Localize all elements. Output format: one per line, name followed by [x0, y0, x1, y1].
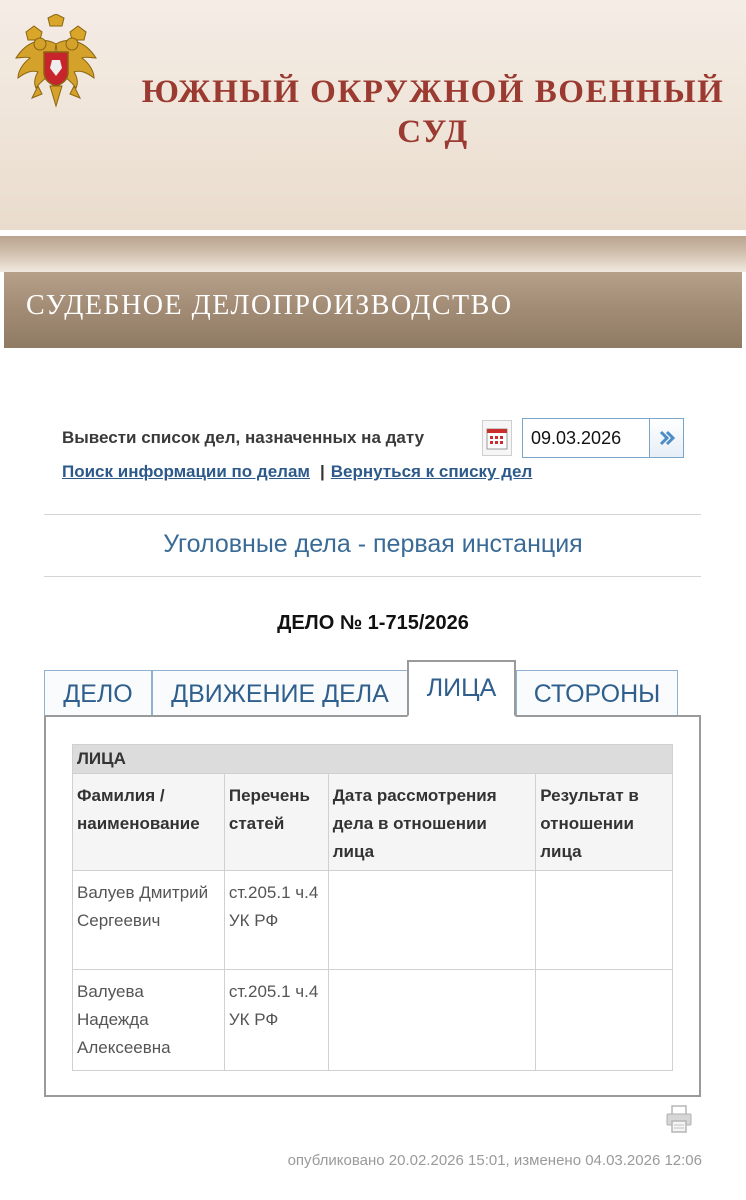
tab-case[interactable]: ДЕЛО: [44, 670, 152, 717]
person-date: [328, 871, 535, 970]
coat-of-arms-icon: [12, 14, 100, 110]
show-list-button[interactable]: [650, 418, 684, 458]
calendar-icon: [486, 426, 508, 450]
nav-links: [62, 462, 532, 482]
back-to-list-link[interactable]: Вернуться к списку дел: [330, 462, 533, 481]
double-chevron-right-icon: [657, 428, 677, 448]
persons-table: [72, 744, 673, 1071]
person-name: Валуев Дмитрий Сергеевич: [73, 871, 225, 970]
tab-case-movement[interactable]: ДВИЖЕНИЕ ДЕЛА: [152, 670, 408, 717]
printer-icon[interactable]: [664, 1104, 694, 1134]
date-input[interactable]: [522, 418, 650, 458]
person-articles: ст.205.1 ч.4 УК РФ: [224, 871, 328, 970]
header-gradient-band: [0, 236, 746, 272]
section-bar-edge-right: [742, 272, 746, 348]
column-header-name: Фамилия / наименование: [73, 774, 225, 871]
column-header-date: Дата рассмотрения дела в отношении лица: [328, 774, 535, 871]
column-header-articles: Перечень статей: [224, 774, 328, 871]
section-bar-edge-left: [0, 272, 4, 348]
table-row: [73, 970, 673, 1071]
date-filter-label: Вывести список дел, назначенных на дату: [62, 428, 425, 447]
divider-top: [44, 514, 701, 515]
publish-info: опубликовано 20.02.2026 15:01, изменено 04.03.2026 12:06: [287, 1152, 702, 1169]
tab-persons[interactable]: ЛИЦА: [407, 660, 516, 717]
court-title: [120, 72, 746, 152]
instance-title: Уголовные дела - первая инстанция: [163, 530, 583, 558]
table-row: [73, 871, 673, 970]
table-caption: ЛИЦА: [73, 745, 673, 774]
links-separator: |: [320, 462, 325, 481]
person-result: [536, 871, 673, 970]
court-title-line2: СУД: [397, 114, 469, 150]
search-cases-link[interactable]: Поиск информации по делам: [62, 462, 310, 481]
section-title: СУДЕБНОЕ ДЕЛОПРОИЗВОДСТВО: [26, 290, 513, 321]
court-title-line1: ЮЖНЫЙ ОКРУЖНОЙ ВОЕННЫЙ: [141, 74, 725, 110]
person-name: Валуева Надежда Алексеевна: [73, 970, 225, 1071]
column-header-result: Результат в отношении лица: [536, 774, 673, 871]
person-date: [328, 970, 535, 1071]
table-header-row: [73, 774, 673, 871]
divider-bottom: [44, 576, 701, 577]
person-articles: ст.205.1 ч.4 УК РФ: [224, 970, 328, 1071]
tab-parties[interactable]: СТОРОНЫ: [516, 670, 678, 717]
person-result: [536, 970, 673, 1071]
calendar-button[interactable]: [482, 420, 512, 456]
case-number: ДЕЛО № 1-715/2026: [277, 612, 469, 634]
